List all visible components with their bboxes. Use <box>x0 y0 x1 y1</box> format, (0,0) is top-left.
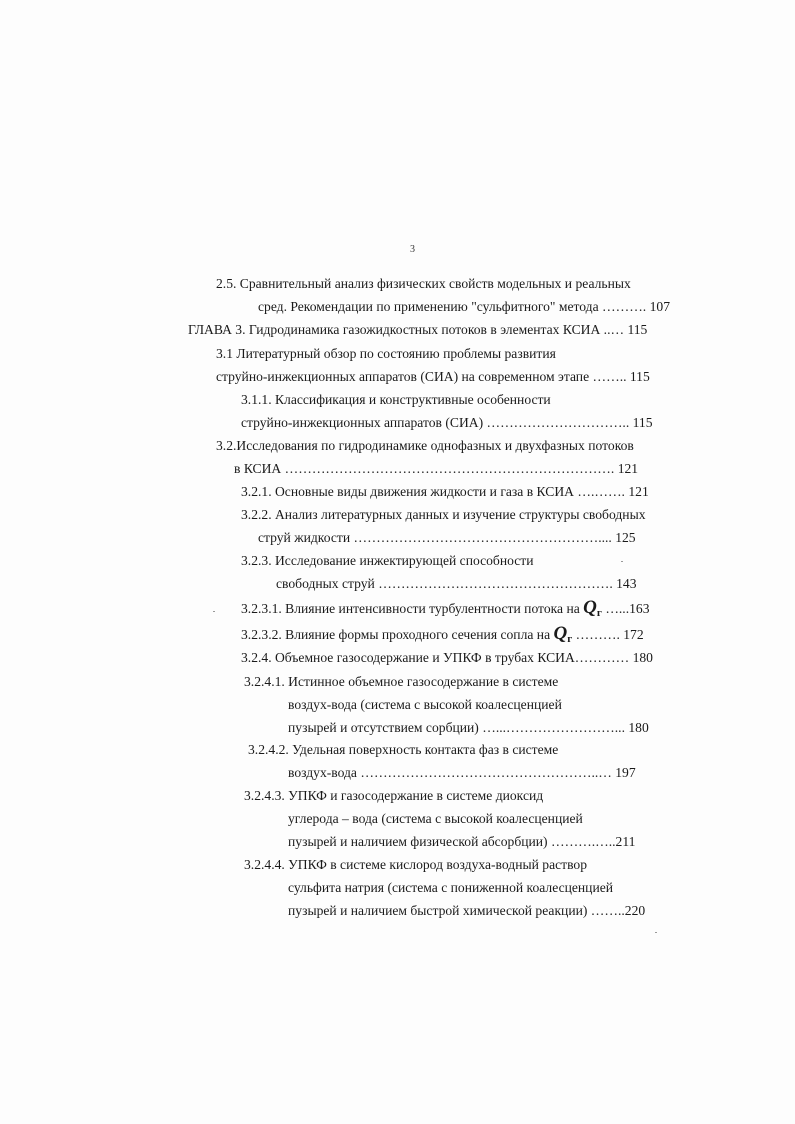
toc-3-2-4-2-line-1: 3.2.4.2. Удельная поверхность контакта фаз в системе <box>248 742 559 757</box>
toc-3-1-line-2: струйно-инжекционных аппаратов (СИА) на современном этапе …….. 115 <box>216 369 650 384</box>
toc-3-2-line-1: 3.2.Исследования по гидродинамике однофазных и двухфазных потоков <box>216 438 634 453</box>
toc-3-1-line-1: 3.1 Литературный обзор по состоянию проблемы развития <box>216 346 556 361</box>
scan-speck <box>213 611 215 612</box>
toc-3-2-2-line-1: 3.2.2. Анализ литературных данных и изучение структуры свободных <box>241 507 646 522</box>
toc-3-2-3-2-page: ………. 172 <box>575 627 644 642</box>
scan-speck <box>621 561 623 562</box>
toc-3-2-3-1-text: 3.2.3.1. Влияние интенсивности турбулентности потока на <box>241 601 580 616</box>
toc-3-2-4-1-line-2: воздух-вода (система с высокой коалесценцией <box>288 697 562 712</box>
q-gas-symbol: $Q_г$ <box>583 597 602 619</box>
toc-3-2-4-4-line-2: сульфита натрия (система с пониженной коалесценцией <box>288 880 614 895</box>
toc-3-1-1-line-1: 3.1.1. Классификация и конструктивные особенности <box>241 392 551 407</box>
toc-3-2-3-line-1: 3.2.3. Исследование инжектирующей способности <box>241 553 534 568</box>
toc-3-2-3-line-2: свободных струй ……………………………………………. 143 <box>276 576 637 591</box>
toc-2-5-line-1: 2.5. Сравнительный анализ физических свойств модельных и реальных <box>216 276 631 291</box>
toc-3-2-4: 3.2.4. Объемное газосодержание и УПКФ в трубах КСИА………… 180 <box>241 650 653 665</box>
toc-3-2-3-1 <box>241 597 650 621</box>
q-gas-symbol: $Q_г$ <box>553 623 573 645</box>
toc-3-2-4-2-line-2: воздух-вода ……………………………………………..… 197 <box>288 765 636 780</box>
toc-3-2-4-3-line-2: углерода – вода (система с высокой коалесценцией <box>288 811 583 826</box>
toc-3-2-3-1-page: …...163 <box>605 601 650 616</box>
toc-3-2-4-4-line-3: пузырей и наличием быстрой химической реакции) ……..220 <box>288 903 646 918</box>
toc-3-2-4-1-line-3: пузырей и отсутствием сорбции) …...……………………... 180 <box>288 720 649 735</box>
toc-3-2-4-1-line-1: 3.2.4.1. Истинное объемное газосодержание в системе <box>244 674 559 689</box>
toc-2-5-line-2: сред. Рекомендации по применению "сульфитного" метода ………. 107 <box>258 299 670 314</box>
toc-3-2-4-3-line-1: 3.2.4.3. УПКФ и газосодержание в системе диоксид <box>244 788 544 803</box>
toc-3-2-4-4-line-1: 3.2.4.4. УПКФ в системе кислород воздуха-водный раствор <box>244 857 587 872</box>
toc-3-2-3-2 <box>241 623 644 647</box>
toc-3-2-2-line-2: струй жидкости ……………………………………………….... 125 <box>258 530 636 545</box>
toc-3-1-1-line-2: струйно-инжекционных аппаратов (СИА) ………………………….. 115 <box>241 415 653 430</box>
toc-3-2-line-2: в КСИА ………………………………………………………………. 121 <box>234 461 639 476</box>
page-number: 3 <box>410 244 415 255</box>
toc-3-2-1: 3.2.1. Основные виды движения жидкости и газа в КСИА ….……. 121 <box>241 484 649 499</box>
toc-3-2-3-2-text: 3.2.3.2. Влияние формы проходного сечения сопла на <box>241 627 551 642</box>
scan-speck <box>655 932 657 933</box>
toc-chapter-3: ГЛАВА 3. Гидродинамика газожидкостных потоков в элементах КСИА ..… 115 <box>188 322 648 337</box>
toc-3-2-4-3-line-3: пузырей и наличием физической абсорбции) ……….…..211 <box>288 834 636 849</box>
